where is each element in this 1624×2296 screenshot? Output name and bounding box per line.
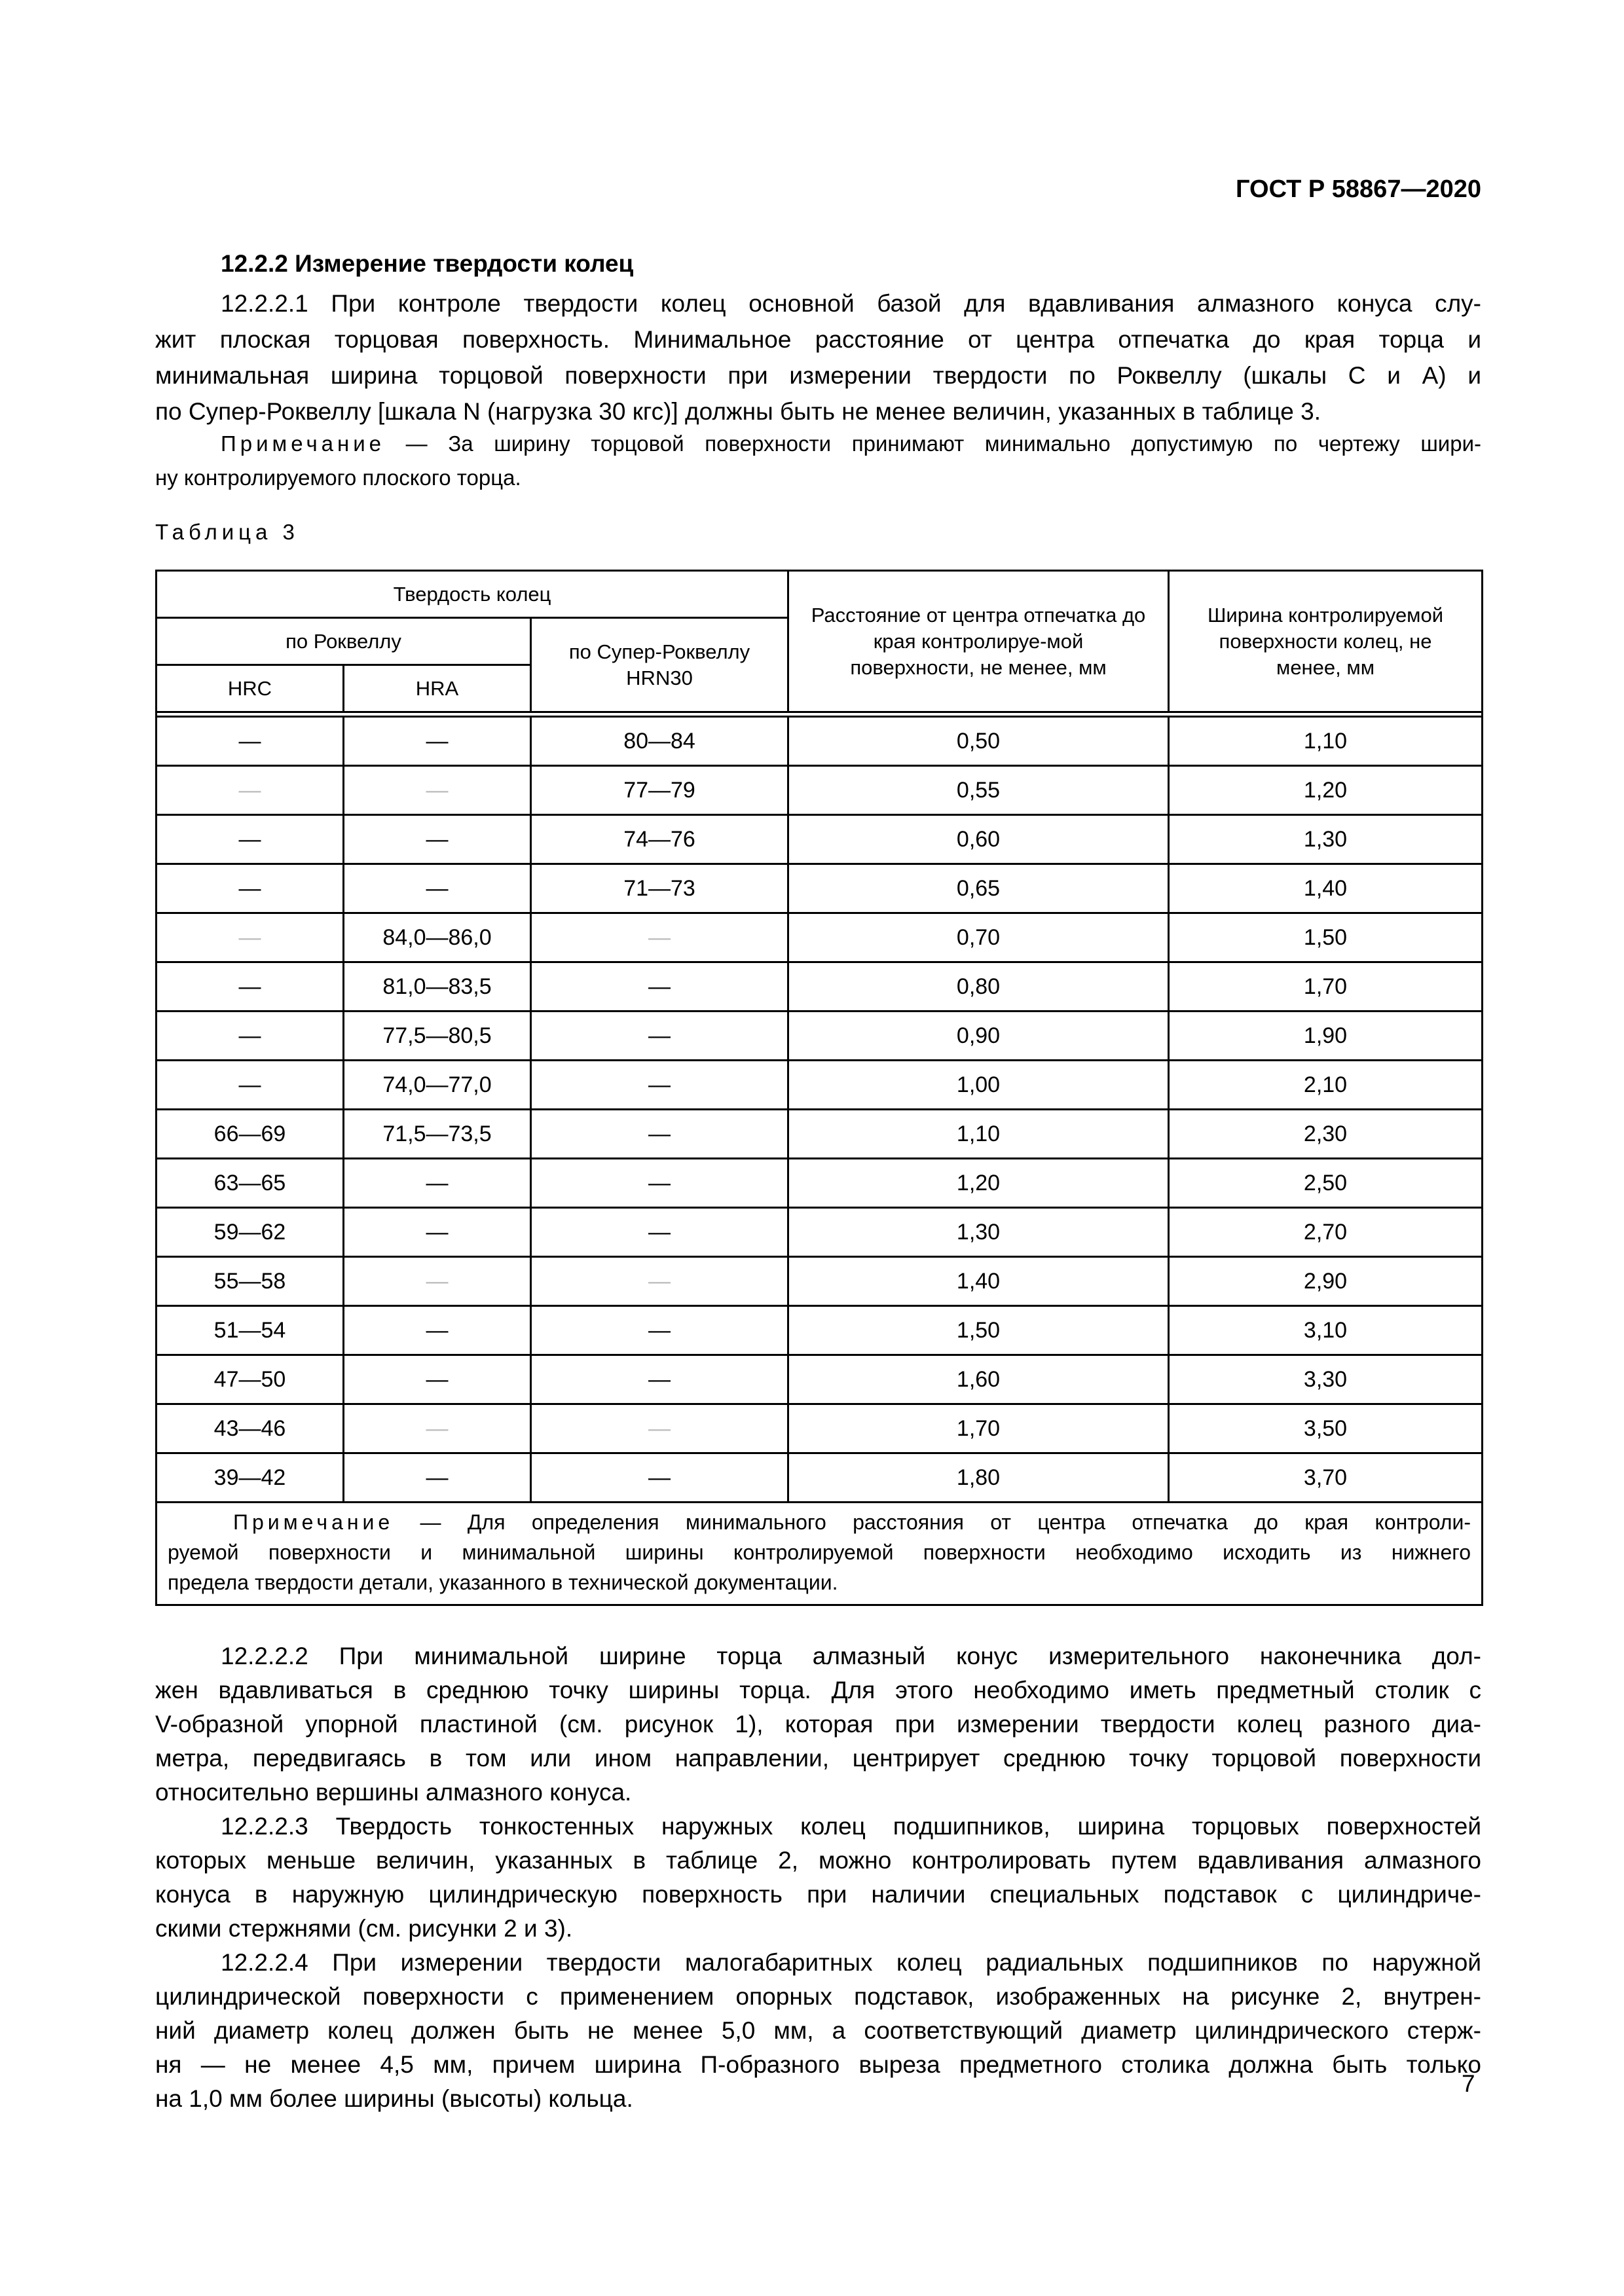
note-text: — За ширину торцовой поверхности принимают минимально допустимую по чертежу шири- bbox=[405, 431, 1481, 456]
table-cell: — bbox=[344, 1306, 531, 1355]
text-line: жит плоская торцовая поверхность. Минимальное расстояние от центра отпечатка до края торца и bbox=[155, 326, 1481, 353]
table-cell: 1,00 bbox=[788, 1061, 1169, 1110]
table-cell: — bbox=[157, 962, 344, 1011]
table-cell: — bbox=[344, 815, 531, 864]
text-line: которых меньше величин, указанных в таблице 2, можно контролировать путем вдавливания алмазного bbox=[155, 1847, 1481, 1874]
table-cell: — bbox=[344, 1159, 531, 1208]
table-cell: — bbox=[344, 1453, 531, 1503]
table-cell: — bbox=[531, 1404, 788, 1453]
table-cell: — bbox=[531, 1453, 788, 1503]
table-cell: 1,90 bbox=[1169, 1011, 1483, 1061]
header-hrc: HRC bbox=[157, 665, 344, 712]
table-cell: — bbox=[344, 864, 531, 913]
paragraph bbox=[155, 1946, 1481, 2116]
text-line: относительно вершины алмазного конуса. bbox=[155, 1779, 632, 1806]
hardness-table bbox=[155, 570, 1483, 1606]
section-heading: 12.2.2 Измерение твердости колец bbox=[221, 250, 634, 277]
table-cell: 71—73 bbox=[531, 864, 788, 913]
table-cell: — bbox=[531, 1208, 788, 1257]
table-cell: 71,5—73,5 bbox=[344, 1110, 531, 1159]
table-cell: 0,70 bbox=[788, 913, 1169, 962]
table-cell: — bbox=[531, 1257, 788, 1306]
note-text: — Для определения минимального расстояния от центра отпечатка до края контроли- bbox=[420, 1510, 1471, 1534]
table-cell: 81,0—83,5 bbox=[344, 962, 531, 1011]
table-cell: 2,50 bbox=[1169, 1159, 1483, 1208]
table-cell: 59—62 bbox=[157, 1208, 344, 1257]
header-hra: HRA bbox=[344, 665, 531, 712]
table-row bbox=[157, 1453, 1483, 1503]
table-cell: 43—46 bbox=[157, 1404, 344, 1453]
table-cell: 1,30 bbox=[1169, 815, 1483, 864]
note-label: Примечание bbox=[221, 431, 386, 456]
table-cell: 84,0—86,0 bbox=[344, 913, 531, 962]
table-cell: — bbox=[344, 1208, 531, 1257]
table-cell: — bbox=[157, 913, 344, 962]
paragraph-12-2-2-1 bbox=[155, 285, 1481, 429]
table-cell: — bbox=[344, 1404, 531, 1453]
table-cell: 0,65 bbox=[788, 864, 1169, 913]
table-cell: 1,20 bbox=[788, 1159, 1169, 1208]
table-cell: 1,40 bbox=[1169, 864, 1483, 913]
text-line: по Супер-Роквеллу [шкала N (нагрузка 30 кгс)] должны быть не менее величин, указанных в таблице 3. bbox=[155, 398, 1321, 425]
header-hardness: Твердость колец bbox=[157, 571, 788, 618]
text-line: руемой поверхности и минимальной ширины контролируемой поверхности необходимо исходить из нижнего bbox=[168, 1540, 1471, 1564]
table-cell: 0,80 bbox=[788, 962, 1169, 1011]
table-cell: 3,10 bbox=[1169, 1306, 1483, 1355]
table-cell: 1,50 bbox=[1169, 913, 1483, 962]
table-cell: 1,50 bbox=[788, 1306, 1169, 1355]
table-cell: 2,70 bbox=[1169, 1208, 1483, 1257]
header-separator bbox=[157, 712, 1483, 717]
table-cell: 1,20 bbox=[1169, 766, 1483, 815]
table-cell: 74,0—77,0 bbox=[344, 1061, 531, 1110]
table-row bbox=[157, 962, 1483, 1011]
table-cell: 1,70 bbox=[1169, 962, 1483, 1011]
paragraphs-after-table bbox=[155, 1639, 1481, 2116]
table-cell: 80—84 bbox=[531, 717, 788, 766]
table-cell: 2,10 bbox=[1169, 1061, 1483, 1110]
table-cell: 3,30 bbox=[1169, 1355, 1483, 1404]
text-line: ну контролируемого плоского торца. bbox=[155, 465, 521, 490]
table-cell: 1,30 bbox=[788, 1208, 1169, 1257]
page-number: 7 bbox=[1462, 2070, 1475, 2097]
table-cell: 0,90 bbox=[788, 1011, 1169, 1061]
table-cell: — bbox=[157, 717, 344, 766]
table-cell: — bbox=[157, 1061, 344, 1110]
table-cell: 55—58 bbox=[157, 1257, 344, 1306]
text-line: 12.2.2.4 При измерении твердости малогабаритных колец радиальных подшипников по наружной bbox=[221, 1949, 1481, 1976]
table-cell: 47—50 bbox=[157, 1355, 344, 1404]
table-cell: 66—69 bbox=[157, 1110, 344, 1159]
text-line: скими стержнями (см. рисунки 2 и 3). bbox=[155, 1915, 573, 1942]
table-row bbox=[157, 1257, 1483, 1306]
table-cell: 1,80 bbox=[788, 1453, 1169, 1503]
table-cell: — bbox=[531, 913, 788, 962]
table-note bbox=[157, 1503, 1483, 1605]
header-rockwell: по Роквеллу bbox=[157, 618, 531, 665]
table-row bbox=[157, 815, 1483, 864]
text-line: цилиндрической поверхности с применением опорных подставок, изображенных на рисунке 2, внутрен- bbox=[155, 1983, 1481, 2010]
text-line bbox=[168, 1507, 1471, 1537]
table-cell: 77—79 bbox=[531, 766, 788, 815]
table-cell: 3,50 bbox=[1169, 1404, 1483, 1453]
text-line: метра, передвигаясь в том или ином направлении, центрирует среднюю точку торцовой поверхности bbox=[155, 1745, 1481, 1772]
table-row bbox=[157, 1404, 1483, 1453]
note-label: Примечание bbox=[233, 1510, 394, 1534]
table-row bbox=[157, 766, 1483, 815]
table-cell: 74—76 bbox=[531, 815, 788, 864]
table-cell: — bbox=[531, 1306, 788, 1355]
table-row bbox=[157, 717, 1483, 766]
table-cell: 1,60 bbox=[788, 1355, 1169, 1404]
table-row bbox=[157, 1011, 1483, 1061]
table-cell: 51—54 bbox=[157, 1306, 344, 1355]
text-line: конуса в наружную цилиндрическую поверхность при наличии специальных подставок с цилиндриче- bbox=[155, 1881, 1481, 1908]
text-line: ня — не менее 4,5 мм, причем ширина П-образного выреза предметного столика должна быть только bbox=[155, 2051, 1481, 2078]
text-line: 12.2.2.1 При контроле твердости колец основной базой для вдавливания алмазного конуса слу- bbox=[221, 290, 1481, 317]
table-note-row bbox=[157, 1503, 1483, 1605]
table-cell: — bbox=[344, 766, 531, 815]
header-distance: Расстояние от центра отпечатка до края контролируе-мой поверхности, не менее, мм bbox=[788, 571, 1169, 712]
table-cell: — bbox=[157, 766, 344, 815]
table-cell: — bbox=[531, 1061, 788, 1110]
table-cell: — bbox=[344, 1257, 531, 1306]
table-row bbox=[157, 1306, 1483, 1355]
table-cell: — bbox=[157, 864, 344, 913]
table-caption: Таблица 3 bbox=[155, 520, 299, 544]
text-line bbox=[155, 427, 1481, 461]
table-cell: 39—42 bbox=[157, 1453, 344, 1503]
table-cell: — bbox=[157, 815, 344, 864]
table-cell: — bbox=[344, 1355, 531, 1404]
table-cell: — bbox=[531, 1011, 788, 1061]
text-line: ний диаметр колец должен быть не менее 5,0 мм, а соответствующий диаметр цилиндрического стерж- bbox=[155, 2017, 1481, 2044]
paragraph bbox=[155, 1639, 1481, 1810]
table-cell: 2,30 bbox=[1169, 1110, 1483, 1159]
table-cell: 1,70 bbox=[788, 1404, 1169, 1453]
table-cell: 2,90 bbox=[1169, 1257, 1483, 1306]
table-row bbox=[157, 1355, 1483, 1404]
table-cell: 0,50 bbox=[788, 717, 1169, 766]
text-line: на 1,0 мм более ширины (высоты) кольца. bbox=[155, 2085, 633, 2112]
table-cell: 1,40 bbox=[788, 1257, 1169, 1306]
paragraph bbox=[155, 1810, 1481, 1946]
header-super-rockwell: по Супер-Роквеллу HRN30 bbox=[531, 618, 788, 712]
table-cell: 1,10 bbox=[788, 1110, 1169, 1159]
table-cell: — bbox=[531, 1355, 788, 1404]
table-row bbox=[157, 1061, 1483, 1110]
text-line: V-образной упорной пластиной (см. рисунок 1), которая при измерении твердости колец разного диа- bbox=[155, 1711, 1481, 1738]
table-cell: — bbox=[531, 962, 788, 1011]
text-line: предела твердости детали, указанного в технической документации. bbox=[168, 1571, 838, 1594]
table-row bbox=[157, 1208, 1483, 1257]
section-note bbox=[155, 427, 1481, 495]
table-cell: — bbox=[531, 1159, 788, 1208]
table-cell: 77,5—80,5 bbox=[344, 1011, 531, 1061]
table-cell: — bbox=[157, 1011, 344, 1061]
table-cell: 0,60 bbox=[788, 815, 1169, 864]
text-line: жен вдавливаться в среднюю точку ширины торца. Для этого необходимо иметь предметный столик с bbox=[155, 1677, 1481, 1704]
table-row bbox=[157, 913, 1483, 962]
table-cell: — bbox=[531, 1110, 788, 1159]
table-cell: 1,10 bbox=[1169, 717, 1483, 766]
table-row bbox=[157, 864, 1483, 913]
document-id: ГОСТ Р 58867—2020 bbox=[1236, 175, 1481, 203]
table-cell: 63—65 bbox=[157, 1159, 344, 1208]
text-line: 12.2.2.3 Твердость тонкостенных наружных колец подшипников, ширина торцовых поверхностей bbox=[221, 1813, 1481, 1840]
table-row bbox=[157, 1159, 1483, 1208]
table-row bbox=[157, 1110, 1483, 1159]
table-cell: — bbox=[344, 717, 531, 766]
header-width: Ширина контролируемой поверхности колец, не менее, мм bbox=[1169, 571, 1483, 712]
table-cell: 0,55 bbox=[788, 766, 1169, 815]
text-line: 12.2.2.2 При минимальной ширине торца алмазный конус измерительного наконечника дол- bbox=[221, 1643, 1481, 1669]
table-cell: 3,70 bbox=[1169, 1453, 1483, 1503]
text-line: минимальная ширина торцовой поверхности при измерении твердости по Роквеллу (шкалы С и А) и bbox=[155, 362, 1481, 389]
